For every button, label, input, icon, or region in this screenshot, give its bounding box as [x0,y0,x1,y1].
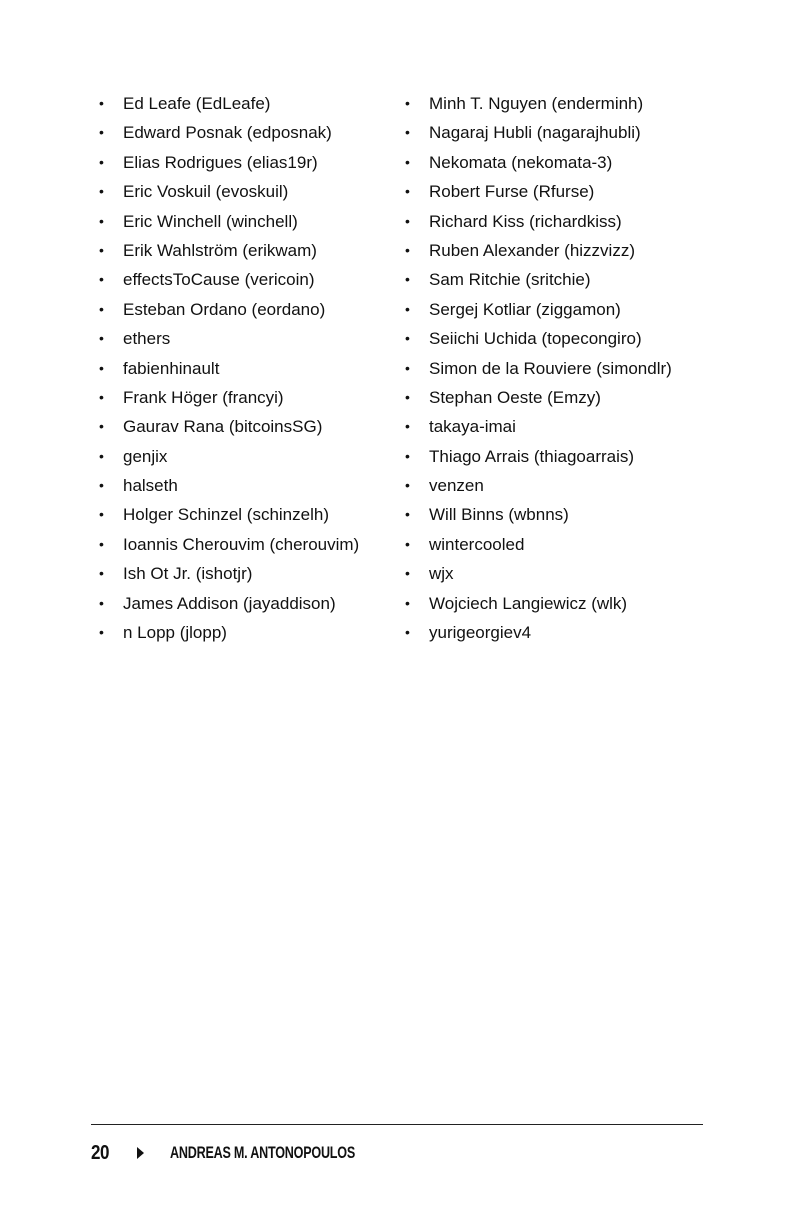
contributor-name: Elias Rodrigues (elias19r) [123,152,318,172]
contributor-item [403,118,672,147]
contributor-item [403,265,672,294]
bullet-icon: • [99,565,104,582]
triangle-right-icon [137,1147,144,1159]
contributor-name: n Lopp (jlopp) [123,623,227,643]
running-author: ANDREAS M. ANTONOPOULOS [170,1143,356,1162]
bullet-icon: • [405,212,410,229]
contributor-name: Sergej Kotliar (ziggamon) [429,299,621,319]
contributor-item [403,471,672,500]
contributor-name: Thiago Arrais (thiagoarrais) [429,446,635,466]
contributor-name: Wojciech Langiewicz (wlk) [429,593,628,613]
contributor-name: Minh T. Nguyen (enderminh) [429,94,644,113]
bullet-icon: • [99,359,104,376]
contributor-name: Sam Ritchie (sritchie) [429,270,591,290]
contributor-name: Ish Ot Jr. (ishotjr) [123,564,253,584]
contributor-name: fabienhinault [123,358,220,378]
contributor-item [97,265,359,294]
bullet-icon: • [405,594,410,611]
bullet-icon: • [405,447,410,464]
contributor-item [403,530,672,559]
contributor-item [97,442,359,471]
contributor-item [403,589,672,618]
bullet-icon: • [405,388,410,405]
contributor-item [97,236,359,265]
contributor-name: Gaurav Rana (bitcoinsSG) [123,417,323,437]
bullet-icon: • [405,330,410,347]
bullet-icon: • [405,183,410,200]
contributor-name: Simon de la Rouviere (simondlr) [429,358,672,378]
bullet-icon: • [99,124,104,141]
contributor-name: Ed Leafe (EdLeafe) [123,94,271,113]
bullet-icon: • [405,624,410,641]
contributor-item [97,207,359,236]
contributor-item [403,383,672,412]
contributor-name: Edward Posnak (edposnak) [123,123,332,143]
contributor-name: wjx [429,564,454,584]
contributor-name: Ioannis Cherouvim (cherouvim) [123,534,360,554]
contributor-item [403,354,672,383]
bullet-icon: • [405,359,410,376]
contributor-item [97,324,359,353]
bullet-icon: • [405,565,410,582]
contributor-name: Eric Winchell (winchell) [123,211,298,231]
bullet-icon: • [99,447,104,464]
bullet-icon: • [99,535,104,552]
contributor-item [97,412,359,441]
page-footer [91,1141,420,1165]
contributor-name: Holger Schinzel (schinzelh) [123,505,329,525]
contributor-item [403,295,672,324]
contributor-name: takaya-imai [429,417,516,437]
contributor-item [403,442,672,471]
contributor-item [97,354,359,383]
contributor-item [97,618,359,647]
contributor-item [403,324,672,353]
footer-rule [91,1124,703,1125]
contributor-name: ethers [123,329,171,349]
contributor-item [403,236,672,265]
bullet-icon: • [99,300,104,317]
contributor-name: Frank Höger (francyi) [123,387,284,407]
contributor-name: Esteban Ordano (eordano) [123,299,326,319]
contributor-name: Robert Furse (Rfurse) [429,182,595,202]
bullet-icon: • [99,183,104,200]
bullet-icon: • [405,153,410,170]
bullet-icon: • [405,535,410,552]
bullet-icon: • [405,271,410,288]
contributor-item [403,177,672,206]
contributor-item [403,559,672,588]
contributor-item [403,618,672,647]
bullet-icon: • [405,300,410,317]
contributor-item [97,295,359,324]
contributor-name: wintercooled [429,534,525,554]
bullet-icon: • [405,418,410,435]
bullet-icon: • [99,95,104,111]
bullet-icon: • [405,241,410,258]
bullet-icon: • [99,271,104,288]
bullet-icon: • [99,477,104,494]
contributor-name: Ruben Alexander (hizzvizz) [429,240,635,260]
contributor-item [403,89,672,118]
contributor-name: halseth [123,476,178,496]
bullet-icon: • [405,477,410,494]
bullet-icon: • [99,241,104,258]
page-number: 20 [91,1141,110,1164]
contributor-item [403,412,672,441]
contributor-item [97,177,359,206]
contributor-name: James Addison (jayaddison) [123,593,336,613]
contributor-item [97,89,359,118]
contributor-name: venzen [429,476,484,496]
bullet-icon: • [99,624,104,641]
contributor-name: Seiichi Uchida (topecongiro) [429,329,642,349]
contributor-list-left [97,89,359,647]
bullet-icon: • [99,153,104,170]
bullet-icon: • [405,95,410,111]
contributor-name: Nagaraj Hubli (nagarajhubli) [429,123,641,143]
bullet-icon: • [99,594,104,611]
contributor-item [97,589,359,618]
contributor-name: Erik Wahlström (erikwam) [123,240,317,260]
contributor-name: yurigeorgiev4 [429,623,532,643]
bullet-icon: • [99,418,104,435]
bullet-icon: • [405,124,410,141]
bullet-icon: • [99,330,104,347]
contributor-name: Will Binns (wbnns) [429,505,569,525]
contributor-name: Richard Kiss (richardkiss) [429,211,622,231]
contributor-item [97,118,359,147]
contributor-item [97,383,359,412]
bullet-icon: • [99,212,104,229]
contributor-name: genjix [123,446,168,466]
bullet-icon: • [99,506,104,523]
contributor-item [97,148,359,177]
contributor-name: Nekomata (nekomata-3) [429,152,613,172]
contributor-item [97,530,359,559]
contributor-item [97,559,359,588]
bullet-icon: • [405,506,410,523]
contributor-list-right [403,89,672,647]
contributor-item [403,148,672,177]
contributor-item [403,207,672,236]
contributor-item [97,471,359,500]
contributor-item [97,500,359,529]
contributor-name: effectsToCause (vericoin) [123,270,315,290]
contributor-item [403,500,672,529]
contributor-name: Stephan Oeste (Emzy) [429,387,601,407]
contributor-name: Eric Voskuil (evoskuil) [123,182,289,202]
bullet-icon: • [99,388,104,405]
